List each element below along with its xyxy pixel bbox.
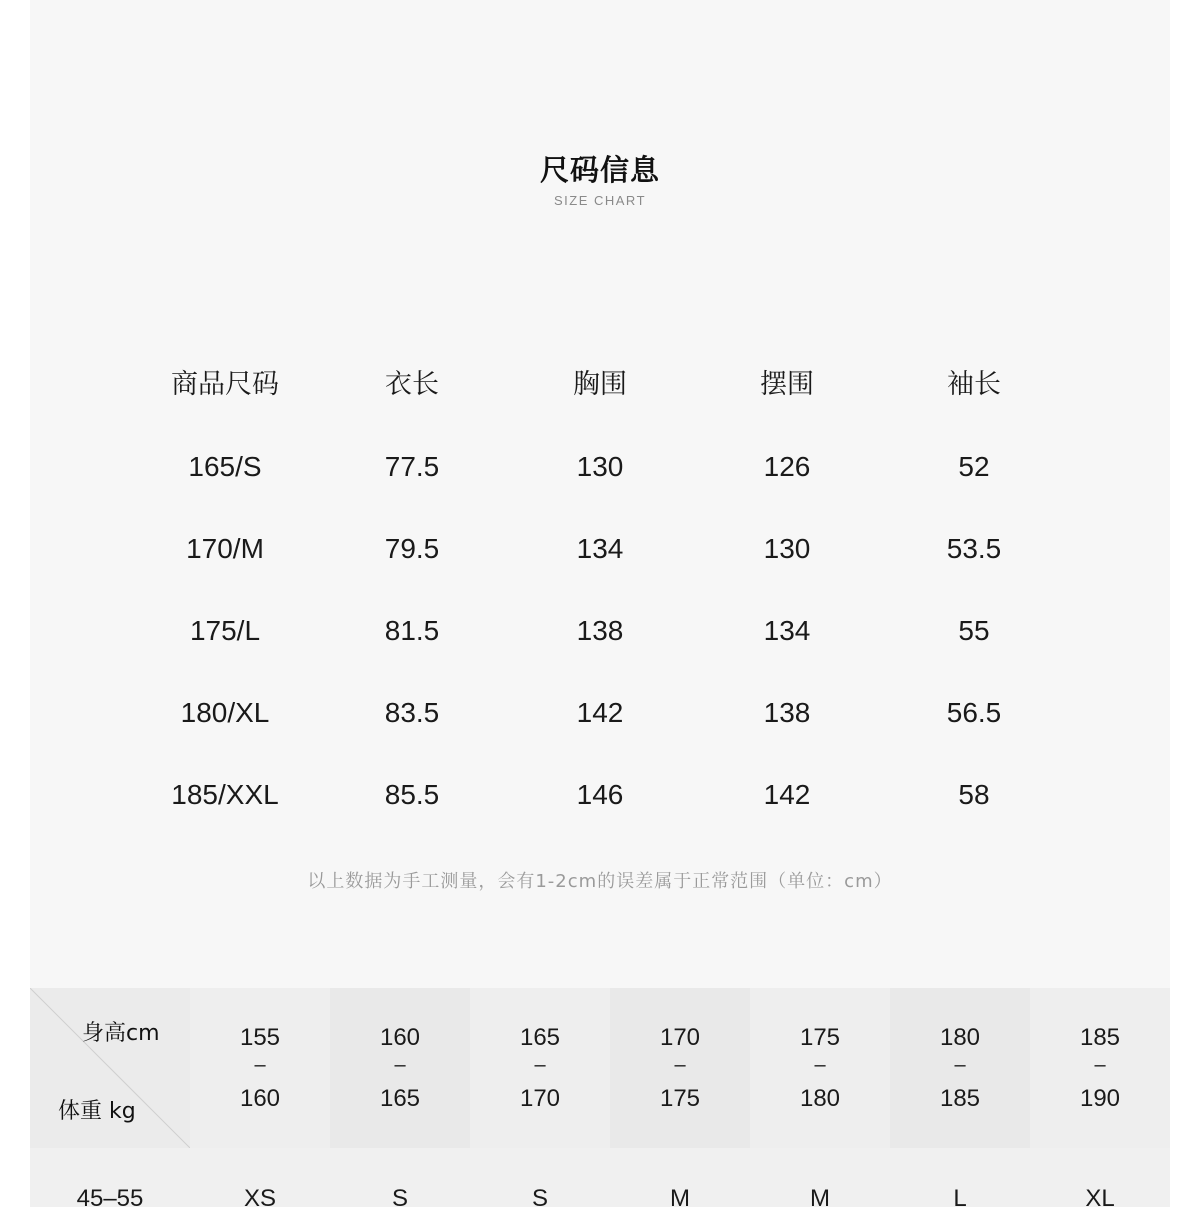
size-label: 165/S: [188, 451, 262, 482]
height-to: 165: [379, 1085, 421, 1112]
height-from: 185: [1079, 1024, 1121, 1051]
page-title: 尺码信息: [539, 153, 660, 187]
column-header: 摆围: [760, 369, 814, 400]
height-from: 180: [939, 1024, 981, 1051]
height-column: [190, 988, 330, 1148]
size-value: 53.5: [946, 533, 1002, 564]
size-value: 142: [763, 779, 811, 810]
height-to: 185: [939, 1085, 981, 1112]
size-value: 142: [576, 697, 624, 728]
height-column: [1030, 988, 1170, 1148]
height-to: 180: [799, 1085, 841, 1112]
column-header: 商品尺码: [171, 369, 279, 400]
range-dash: –: [394, 1054, 406, 1076]
height-from: 160: [379, 1024, 421, 1051]
column-header: 袖长: [947, 369, 1001, 400]
height-column: [750, 988, 890, 1148]
range-dash: –: [954, 1054, 966, 1076]
height-column: [330, 988, 470, 1148]
size-value: 83.5: [384, 697, 440, 728]
height-from: 170: [659, 1024, 701, 1051]
size-value: 52: [958, 451, 990, 482]
size-value: 130: [763, 533, 811, 564]
recommended-size: L: [953, 1185, 967, 1207]
size-value: 126: [763, 451, 811, 482]
range-dash: –: [254, 1054, 266, 1076]
size-value: 130: [576, 451, 624, 482]
size-chart-panel: [30, 0, 1170, 1207]
height-column: [470, 988, 610, 1148]
size-value: 58: [958, 779, 990, 810]
height-column: [610, 988, 750, 1148]
size-value: 79.5: [384, 533, 440, 564]
weight-header: 体重 kg: [58, 1099, 136, 1124]
height-to: 170: [519, 1085, 561, 1112]
recommended-size: M: [810, 1185, 830, 1207]
range-dash: –: [674, 1054, 686, 1076]
height-to: 160: [239, 1085, 281, 1112]
height-to: 175: [659, 1085, 701, 1112]
recommended-size: XS: [243, 1185, 276, 1207]
size-value: 81.5: [384, 615, 440, 646]
size-value: 138: [576, 615, 624, 646]
recommended-size: XL: [1085, 1185, 1115, 1207]
table-row: [30, 1148, 1170, 1207]
corner-header: [30, 988, 190, 1148]
height-from: 155: [239, 1024, 281, 1051]
size-value: 55: [958, 615, 990, 646]
weight-range: 45–55: [76, 1185, 144, 1207]
column-header: 衣长: [385, 369, 439, 400]
size-value: 77.5: [384, 451, 440, 482]
size-value: 56.5: [946, 697, 1002, 728]
recommend-table: [30, 988, 1170, 1207]
height-from: 165: [519, 1024, 561, 1051]
size-value: 146: [576, 779, 624, 810]
page-subtitle: SIZE CHART: [553, 193, 647, 208]
recommended-size: M: [670, 1185, 690, 1207]
measurement-note: 以上数据为手工测量，会有1-2cm的误差属于正常范围（单位：cm）: [307, 871, 893, 892]
size-value: 134: [763, 615, 811, 646]
size-table: [30, 0, 1170, 900]
size-label: 170/M: [186, 533, 264, 564]
height-header: 身高cm: [82, 1021, 160, 1046]
height-to: 190: [1079, 1085, 1121, 1112]
size-label: 185/XXL: [171, 779, 279, 810]
size-value: 85.5: [384, 779, 440, 810]
range-dash: –: [534, 1054, 546, 1076]
size-value: 138: [763, 697, 811, 728]
recommended-size: S: [391, 1185, 408, 1207]
column-header: 胸围: [573, 369, 627, 400]
size-value: 134: [576, 533, 624, 564]
range-dash: –: [814, 1054, 826, 1076]
size-label: 180/XL: [180, 697, 270, 728]
recommended-size: S: [531, 1185, 548, 1207]
size-label: 175/L: [189, 615, 261, 646]
range-dash: –: [1094, 1054, 1106, 1076]
height-column: [890, 988, 1030, 1148]
height-from: 175: [799, 1024, 841, 1051]
